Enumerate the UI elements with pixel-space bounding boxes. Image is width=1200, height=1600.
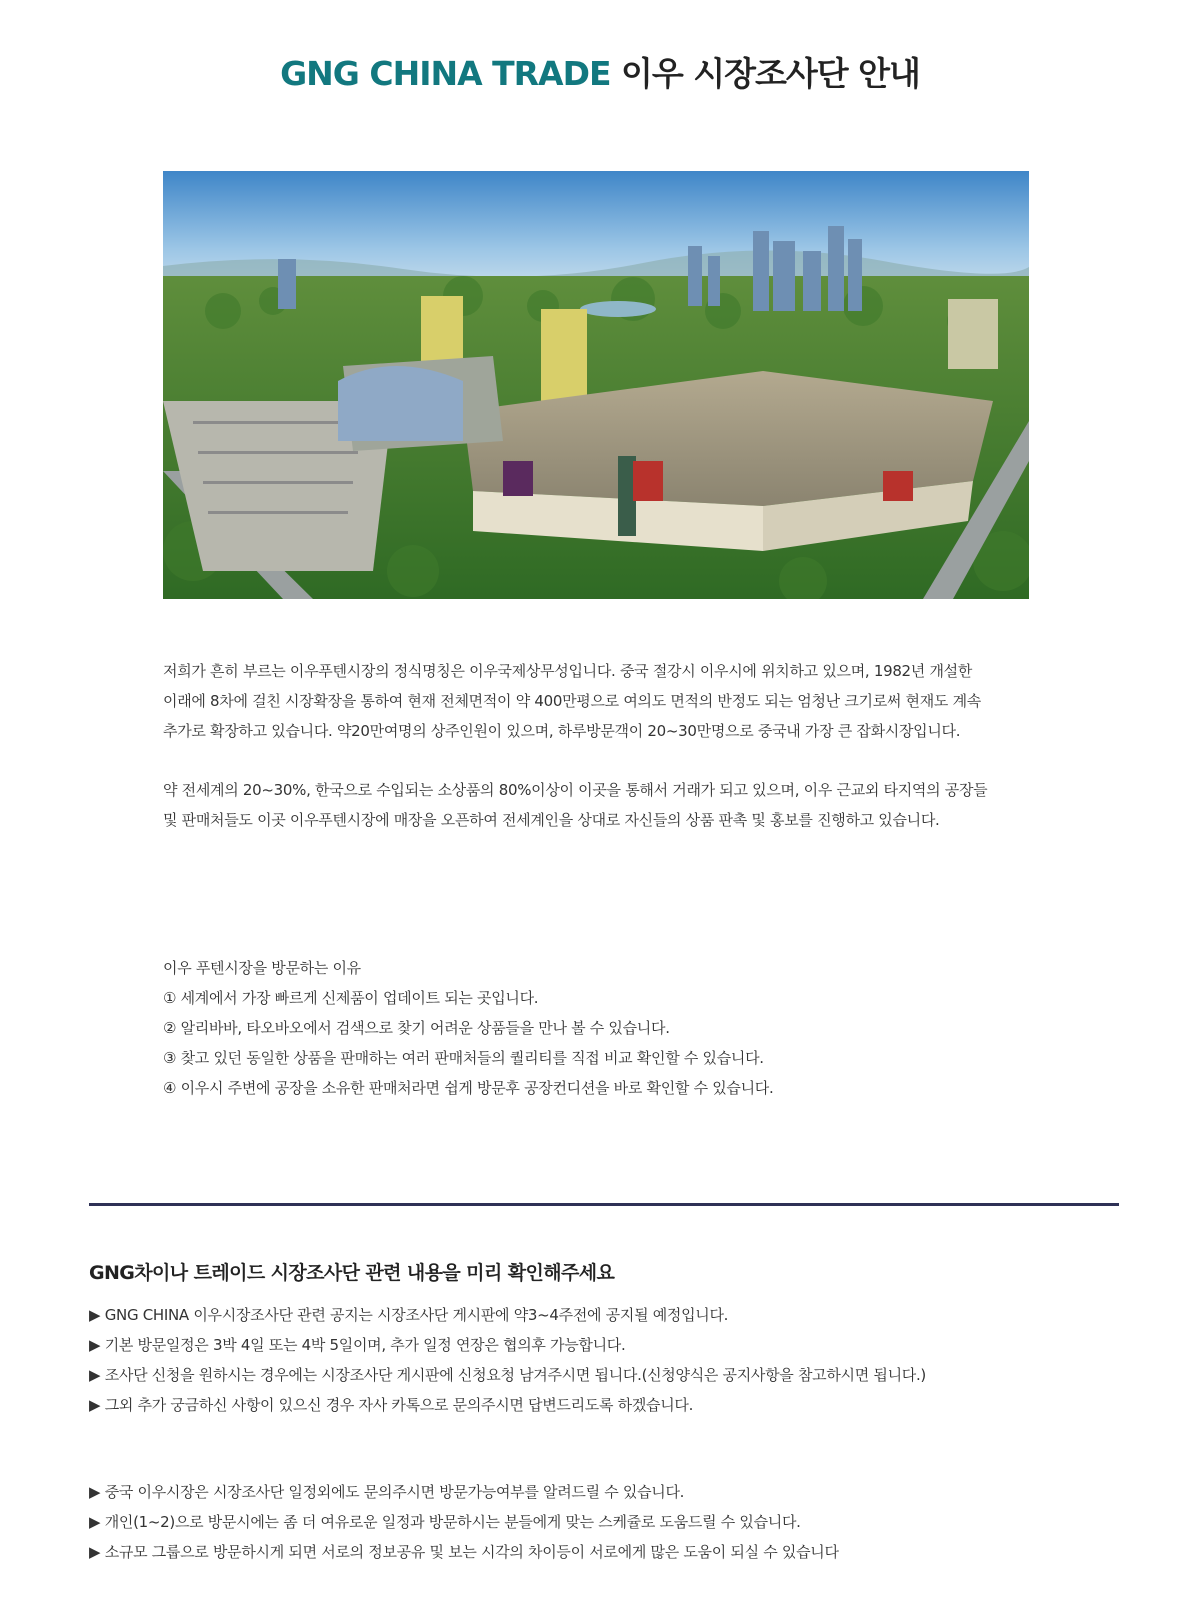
notice-item: ▶ 중국 이우시장은 시장조사단 일정외에도 문의주시면 방문가능여부를 알려드릴 수 있습니다. — [89, 1483, 685, 1501]
notice-bullets-2 — [89, 1477, 839, 1567]
intro-line: 약 전세계의 20~30%, 한국으로 수입되는 소상품의 80%이상이 이곳을 통해서 거래가 되고 있으며, 이우 근교외 타지역의 공장들 — [163, 781, 988, 799]
reason-item: ③ 찾고 있던 동일한 상품을 판매하는 여러 판매처들의 퀄리티를 직접 비교 확인할 수 있습니다. — [163, 1049, 764, 1067]
brand-name: GNG CHINA TRADE — [280, 54, 611, 93]
intro-line: 및 판매처들도 이곳 이우푸텐시장에 매장을 오픈하여 전세계인을 상대로 자신들의 상품 판촉 및 홍보를 진행하고 있습니다. — [163, 811, 940, 829]
notice-item: ▶ GNG CHINA 이우시장조사단 관련 공지는 시장조사단 게시판에 약3~4주전에 공지될 예정입니다. — [89, 1306, 729, 1324]
reason-item: ① 세계에서 가장 빠르게 신제품이 업데이트 되는 곳입니다. — [163, 989, 539, 1007]
intro-line: 이래에 8차에 걸친 시장확장을 통하여 현재 전체면적이 약 400만평으로 여의도 면적의 반정도 되는 엄청난 크기로써 현재도 계속 — [163, 692, 981, 710]
notice-title: GNG차이나 트레이드 시장조사단 관련 내용을 미리 확인해주세요 — [89, 1262, 615, 1284]
reasons-heading: 이우 푸텐시장을 방문하는 이유 — [163, 959, 361, 977]
reason-item: ④ 이우시 주변에 공장을 소유한 판매처라면 쉽게 방문후 공장컨디션을 바로 확인할 수 있습니다. — [163, 1079, 774, 1097]
intro-line: 추가로 확장하고 있습니다. 약20만여명의 상주인원이 있으며, 하루방문객이 20~30만명으로 중국내 가장 큰 잡화시장입니다. — [163, 722, 961, 740]
intro-paragraph-1 — [163, 656, 1043, 746]
hero-image — [163, 171, 1029, 599]
notice-item: ▶ 기본 방문일정은 3박 4일 또는 4박 5일이며, 추가 일정 연장은 협의후 가능합니다. — [89, 1336, 626, 1354]
section-divider — [89, 1203, 1119, 1206]
intro-line: 저희가 흔히 부르는 이우푸텐시장의 정식명칭은 이우국제상무성입니다. 중국 절강시 이우시에 위치하고 있으며, 1982년 개설한 — [163, 662, 973, 680]
intro-paragraph-2 — [163, 775, 1043, 835]
page-title — [0, 48, 1200, 95]
aerial-city-illustration — [163, 171, 1029, 599]
notice-bullets-1 — [89, 1300, 926, 1420]
notice-item: ▶ 조사단 신청을 원하시는 경우에는 시장조사단 게시판에 신청요청 남겨주시면 됩니다.(신청양식은 공지사항을 참고하시면 됩니다.) — [89, 1366, 926, 1384]
notice-item: ▶ 개인(1~2)으로 방문시에는 좀 더 여유로운 일정과 방문하시는 분들에게 맞는 스케쥴로 도움드릴 수 있습니다. — [89, 1513, 801, 1531]
notice-item: ▶ 소규모 그룹으로 방문하시게 되면 서로의 정보공유 및 보는 시각의 차이등이 서로에게 많은 도움이 되실 수 있습니다 — [89, 1543, 839, 1561]
page-title-text: 이우 시장조사단 안내 — [610, 54, 920, 93]
notice-item: ▶ 그외 추가 궁금하신 사항이 있으신 경우 자사 카톡으로 문의주시면 답변드리도록 하겠습니다. — [89, 1396, 694, 1414]
reason-item: ② 알리바바, 타오바오에서 검색으로 찾기 어려운 상품들을 만나 볼 수 있습니다. — [163, 1019, 670, 1037]
reasons-list — [163, 953, 773, 1103]
